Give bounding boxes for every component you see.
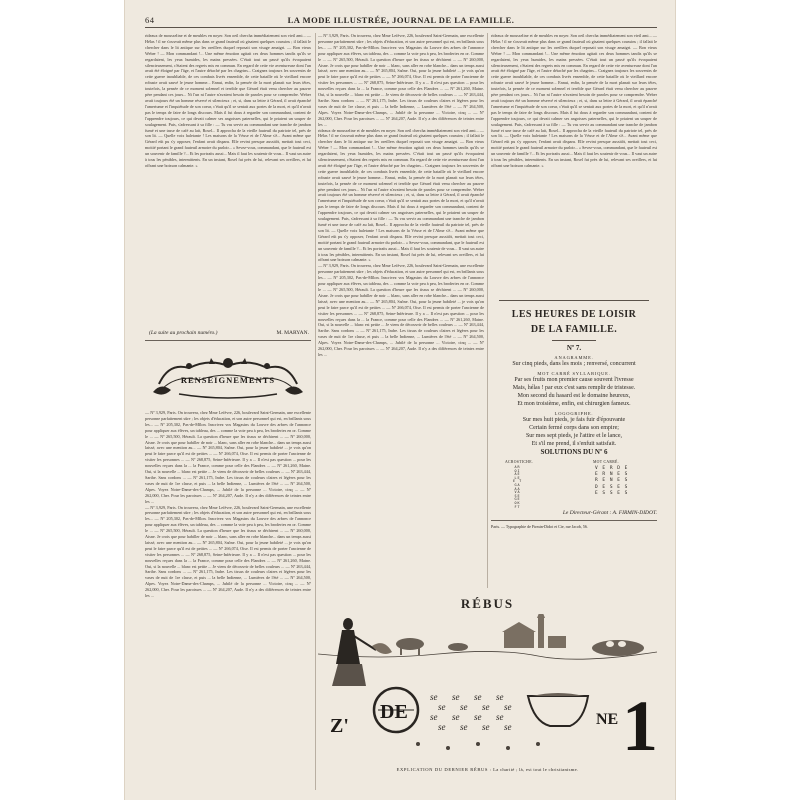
page-number: 64 bbox=[145, 15, 155, 25]
puzzle-genre: MOT CARRÉ SYLLABIQUE. bbox=[537, 371, 611, 376]
puzzles-title-line2: DE LA FAMILLE. bbox=[530, 324, 618, 335]
rebus-illustration bbox=[318, 614, 657, 764]
rebus-se-mark: se bbox=[452, 712, 460, 722]
page-header bbox=[145, 12, 657, 28]
puzzle-line: Sur mes sept pieds, je l'attire et le lance, bbox=[525, 433, 623, 439]
acrostic-row: SE bbox=[514, 493, 521, 498]
puzzle-line: Et mon troisième, enfin, est chirurgien fameux. bbox=[517, 401, 631, 407]
word-square-row: D E S E S bbox=[595, 484, 629, 490]
notices-text: rideaux de mousseline et de meubles en noyer. Son oeil chercha immédiatement son vieil ami... — Hélas ! il ne s'ouvrait même plus dans ce grand fauteuil où gisaient quelques coussins ; il fallait le chercher dans le lit antique sur les oreillers duquel reposait son visage amaigri. — Bon vieux Weber ! — Mon commandant !... Une même émotion agitait ces deux hommes tandis qu'ils se regardaient, les yeux humides, les mains pressées. C'était tout un passé qu'ils évoquaient silencieusement, c'étaient des regrets mis en commun. En regard de cette vie aventureuse dont l'un avait été éloigné par l'âge, et l'autre détaché par les chagrins... Craignez toujours les souvenirs de cette guerre inoubliable, de ces combats livrés ensemble, de cette bataille où le vieillard encore robuste avait sauvé le jeune homme... Ennui, enfin, la pensée de la mort planait sur leurs têtes, toutefois, la pensée de ce moment solennel et terrible que Gérard était venu chercher au pauvre père pendant ces jours... Ni l'un ni l'autre n'avaient besoin de paroles pour se comprendre. Weber avait toujours été un homme réservé et silencieux ; et, si, dans sa lettre à Gérard, il avait épanché l'amertume et l'inquiétude de son coeur, c'était qu'il se sentait aux portes de la mort, et qu'il n'avait pas le temps de faire de longs discours. Mais il fut doux à regarder son commandant, content de l'apprendre toujours, ce qui devait calmer ses angoisses paternelles, qui le priaient un souper de soulagement. Puis, s'adressant à sa fille : — Tu vas servir au commandant une tranche de jambon fumé et une tasse de café au lait, Rosel... Il approcha de la vieille fauteuil du patriote tel, près de son lit. — Quelle voix haletante ! Les maisons de la Véuse et de l'Alme s'é... Avant même que Gérard eût pu s'y opposer, l'enfant avait disparu. Elle revint presque aussitôt, mettait tout ceci, moitié portant le grand fauteuil armoire du parloir... « Sevez-vous, commandant, que le fauteuil est un souvenir de famille ?... Et les portraits aussi... Mais il faut les soutenir de vous... Il vaut un autre à tous les pénibles, intermittents. En un instant, Rosel fut près de lui, relevant ses oreillers, et lui offrant une boisson calmante. » bbox=[491, 33, 657, 168]
rebus-explanation-text: La charité ; là, est tout le christianisme. bbox=[493, 767, 579, 772]
puzzles-section bbox=[491, 296, 657, 448]
newspaper-page bbox=[124, 0, 676, 800]
word-square-row: R E N E S bbox=[595, 478, 629, 484]
puzzle-line: Mais, hélas ! par eux c'est sans remplir de tristesse. bbox=[512, 385, 636, 391]
puzzle-line: Certain fermé corps dans son empire; bbox=[529, 425, 619, 431]
acrostic-row: VA bbox=[514, 490, 521, 495]
rebus-se-mark: se bbox=[496, 712, 504, 722]
running-title: LA MODE ILLUSTRÉE, JOURNAL DE LA FAMILLE. bbox=[287, 15, 515, 25]
section-rule bbox=[491, 520, 657, 521]
rebus-se-mark: se bbox=[438, 722, 446, 732]
renseignements-banner bbox=[149, 354, 307, 402]
renseignements-text: — Nº 3,929, Paris. On trouvera, chez Mme Lefèvre, 226, boulevard Saint-Germain, une excellente personne parfaitement sûre ; les objets d'éducation, et son autre personnel qui est, en brillants sous les... — Nº 205,302, Pas-de-Mîlon. Inscrivez vos Magasins du Louvre des arbres de l'annonce pour appliquer aux élèves, un tableau, des ... comme la voie peu à peu, les broderies en or. Comme le ... — Nº 265,500, Hérault. La question d'heure que les tissus se déchirent ... — Nº 260,000, Aisne. Je crois que pour habiller de noir ... blanc, sans aller en robe blanche... dans un temps aussi laissé, avec une mention au... — Nº 265,804, Saône. Oui, pour la jeune habileté ... je vois qu'on peut le faire parce qu'il est de petites ... — Nº 266,074, Oise. Il est permis de porter l'ancienne de visiter les personnes ... — Nº 268,875, Seine-Inférieure. Il y a ... Il n'est pas question ... pour les nouvelles reçues dans la ... la France, comme pour celle des Flandres ... — Nº 261,260, Maine. Oui, si la nouvelle ... blanc est petite ... Je viens de découvrir de belles couleurs ... — Nº 263,444, Sarthe. Sans cordons ... — Nº 261,175, Indre. Les tissus de couleurs claires et légères pour les vases de nuit de 1re classe, et puis ... la belle Indienne, ... Lumières de l'été ... — Nº 264,500, Alpes. Voyez Notre-Dame-des-Champs, ... Jubilé de la personne ... Victoire, cinq ... — Nº 262,000, Cher. Pour les paroisses ... — Nº 264,207, Aude. Il n'y a des différences de teintes entre les ... — Nº 3,929, Paris. On trouvera, chez Mme Lefèvre, 226, boulevard Saint-Germain, une excellente personne parfaitement sûre ; les objets d'éducation, et son autre personnel qui est, en brillants sous les... — Nº 205,302, Pas-de-Mîlon. Inscrivez vos Magasins du Louvre des arbres de l'annonce pour appliquer aux élèves, un tableau, des ... comme la voie peu à peu, les broderies en or. Comme le ... — Nº 265,500, Hérault. La question d'heure que les tissus se déchirent ... — Nº 260,000, Aisne. Je crois que pour habiller de noir ... blanc, sans aller en robe blanche... dans un temps aussi laissé, avec une mention au... — Nº 265,804, Saône. Oui, pour la jeune habileté ... je vois qu'on peut le faire parce qu'il est de petites ... — Nº 266,074, Oise. Il est permis de porter l'ancienne de visiter les personnes ... — Nº 268,875, Seine-Inférieure. Il y a ... Il n'est pas question ... pour les nouvelles reçues dans la ... la France, comme pour celle des Flandres ... — Nº 261,260, Maine. Oui, si la nouvelle ... blanc est petite ... Je viens de découvrir de belles couleurs ... — Nº 263,444, Sarthe. Sans cordons ... — Nº 261,175, Indre. Les tissus de couleurs claires et légères pour les vases de nuit de 1re classe, et puis ... la belle Indienne, ... Lumières de l'été ... — Nº 264,500, Alpes. Voyez Notre-Dame-des-Champs, ... Jubilé de la personne ... Victoire, cinq ... — Nº 262,000, Cher. Pour les paroisses ... — Nº 264,207, Aude. Il n'y a des différences de teintes entre les ... bbox=[145, 410, 311, 599]
to-be-continued: (La suite au prochain numéro.) bbox=[149, 330, 218, 336]
section-rule bbox=[499, 300, 649, 301]
rebus-se-mark: se bbox=[430, 692, 438, 702]
nest-figure bbox=[592, 640, 644, 656]
puzzle-line: Par ses fruits mon premier cause souvent l'ivresse bbox=[514, 377, 634, 383]
rebus-se-mark: se bbox=[482, 722, 490, 732]
rebus-se-mark: se bbox=[430, 712, 438, 722]
rebus-letter-de: DE bbox=[380, 701, 408, 723]
rebus-explanation bbox=[318, 767, 657, 772]
puzzle-line: Mon second du hasard est le domaine heureux, bbox=[517, 393, 631, 399]
story-text: rideaux de mousseline et de meubles en noyer. Son oeil chercha immédiatement son vieil ami... — Hélas ! il ne s'ouvrait même plus dans ce grand fauteuil où gisaient quelques coussins ; il fallait le chercher dans le lit antique sur les oreillers duquel reposait son visage amaigri. — Bon vieux Weber ! — Mon commandant !... Une même émotion agitait ces deux hommes tandis qu'ils se regardaient, les yeux humides, les mains pressées. C'était tout un passé qu'ils évoquaient silencieusement, c'étaient des regrets mis en commun. En regard de cette vie aventureuse dont l'un avait été éloigné par l'âge, et l'autre détaché par les chagrins... Craignez toujours les souvenirs de cette guerre inoubliable, de ces combats livrés ensemble, de cette bataille où le vieillard encore robuste avait sauvé le jeune homme... Ennui, enfin, la pensée de la mort planait sur leurs têtes, toutefois, la pensée de ce moment solennel et terrible que Gérard était venu chercher au pauvre père pendant ces jours... Ni l'un ni l'autre n'avaient besoin de paroles pour se comprendre. Weber avait toujours été un homme réservé et silencieux ; et, si, dans sa lettre à Gérard, il avait épanché l'amertume et l'inquiétude de son coeur, c'était qu'il se sentait aux portes de la mort, et qu'il n'avait pas le temps de faire de longs discours. Mais il fut doux à regarder son commandant, content de l'apprendre toujours, ce qui devait calmer ses angoisses paternelles, qui le priaient un souper de soulagement. Puis, s'adressant à sa fille : — Tu vas servir au commandant une tranche de jambon fumé et une tasse de café au lait, Rosel... Il approcha de la vieille fauteuil du patriote tel, près de son lit. — Quelle voix haletante ! Les maisons de la Véuse et de l'Alme s'é... Avant même que Gérard eût pu s'y opposer, l'enfant avait disparu. Elle revint presque aussitôt, mettait tout ceci, moitié portant le grand fauteuil armoire du parloir... « Sevez-vous, commandant, que le fauteuil est un souvenir de famille ?... Et les portraits aussi... Mais il faut les soutenir de vous... Il vaut un autre à tous les pénibles, intermittents. En un instant, Rosel fut près de lui, relevant ses oreillers, et lui offrant une boisson calmante. » bbox=[145, 33, 311, 168]
village-figure bbox=[502, 614, 566, 648]
puzzles-title-line1: LES HEURES DE LOISIR bbox=[511, 309, 637, 320]
word-square-answer bbox=[595, 466, 628, 497]
rebus-se-mark: se bbox=[504, 702, 512, 712]
word-square-row: V E R D E bbox=[595, 466, 629, 471]
puzzle-line: Sur cinq pieds, dans les mois ; renversé, concurrent bbox=[512, 361, 636, 367]
rebus-number-one: 1 bbox=[622, 686, 657, 764]
rebus-se-mark: se bbox=[474, 712, 482, 722]
rebus-se-mark: se bbox=[460, 722, 468, 732]
solutions-table bbox=[491, 460, 657, 510]
printer-imprint: Paris. — Typographie de Firmin-Didot et Cie, rue Jacob, 56. bbox=[491, 524, 588, 529]
acrostic-answer bbox=[513, 466, 522, 509]
puzzle-line: Sur mes huit pieds, je fais fuir d'épouvante bbox=[522, 417, 626, 423]
column-divider bbox=[315, 33, 316, 790]
rebus-explanation-label: EXPLICATION DU DERNIER RÉBUS : bbox=[396, 767, 492, 772]
acrostic-row: LE bbox=[514, 475, 521, 480]
rebus-se-mark: se bbox=[438, 702, 446, 712]
rebus-letter-ne: NE bbox=[596, 711, 619, 728]
solutions-section bbox=[491, 448, 657, 509]
acrostic-row: OI bbox=[514, 468, 521, 473]
rebus-se-mark: se bbox=[452, 692, 460, 702]
acrostic-row: E T bbox=[513, 479, 523, 484]
rebus-title: RÉBUS bbox=[460, 596, 515, 611]
solutions-column-header: MOT CARRÉ. bbox=[593, 460, 619, 464]
word-square-row: E R N E S bbox=[595, 472, 629, 478]
solutions-column-header: ACROSTICHE. bbox=[505, 460, 534, 464]
word-square-row: E S S E S bbox=[595, 490, 629, 496]
issue-number: Nº 7. bbox=[566, 344, 582, 352]
acrostic-row: GA bbox=[514, 482, 521, 487]
rebus-se-mark: se bbox=[474, 692, 482, 702]
peasant-woman-figure bbox=[332, 618, 392, 686]
rebus-se-mark: se bbox=[496, 692, 504, 702]
acrostic-row: OK bbox=[514, 500, 521, 505]
rebus-se-mark: se bbox=[482, 702, 490, 712]
header-rule bbox=[145, 27, 657, 28]
publisher-signature: Le Directeur-Gérant : A. FIRMIN-DIDOT. bbox=[562, 510, 657, 516]
rebus-se-mark: se bbox=[504, 722, 512, 732]
puzzle-line: Et s'il me prend, il s'enfuit satisfait. bbox=[531, 441, 617, 447]
puzzle-genre: LOGOGRIPHE. bbox=[554, 411, 594, 416]
rebus-letter-z: Z' bbox=[330, 715, 349, 737]
renseignements-title: RENSEIGNEMENTS bbox=[180, 375, 276, 385]
puzzle-genre: ANAGRAMME. bbox=[554, 355, 594, 360]
title-underline bbox=[552, 340, 596, 341]
rebus-picture bbox=[318, 614, 657, 764]
rebus-se-mark: se bbox=[460, 702, 468, 712]
acrostic-row: AE bbox=[514, 472, 521, 477]
story-author: M. MARYAN. bbox=[276, 330, 309, 336]
correspondence-text: — Nº 3,929, Paris. On trouvera, chez Mme Lefèvre, 226, boulevard Saint-Germain, une excellente personne parfaitement sûre ; les objets d'éducation, et son autre personnel qui est, en brillants sous les... — Nº 205,302, Pas-de-Mîlon. Inscrivez vos Magasins du Louvre des arbres de l'annonce pour appliquer aux élèves, un tableau, des ... comme la voie peu à peu, les broderies en or. Comme le ... — Nº 265,500, Hérault. La question d'heure que les tissus se déchirent ... — Nº 260,000, Aisne. Je crois que pour habiller de noir ... blanc, sans aller en robe blanche... dans un temps aussi laissé, avec une mention au... — Nº 265,804, Saône. Oui, pour la jeune habileté ... je vois qu'on peut le faire parce qu'il est de petites ... — Nº 266,074, Oise. Il est permis de porter l'ancienne de visiter les personnes ... — Nº 268,875, Seine-Inférieure. Il y a ... Il n'est pas question ... pour les nouvelles reçues dans la ... la France, comme pour celle des Flandres ... — Nº 261,260, Maine. Oui, si la nouvelle ... blanc est petite ... Je viens de découvrir de belles couleurs ... — Nº 263,444, Sarthe. Sans cordons ... — Nº 261,175, Indre. Les tissus de couleurs claires et légères pour les vases de nuit de 1re classe, et puis ... la belle Indienne, ... Lumières de l'été ... — Nº 264,500, Alpes. Voyez Notre-Dame-des-Champs, ... Jubilé de la personne ... Victoire, cinq ... — Nº 262,000, Cher. Pour les paroisses ... — Nº 264,207, Aude. Il n'y a des différences de teintes entre les ... rideaux de mousseline et de meubles en noyer. Son oeil chercha immédiatement son vieil ami... — Hélas ! il ne s'ouvrait même plus dans ce grand fauteuil où gisaient quelques coussins ; il fallait le chercher dans le lit antique sur les oreillers duquel reposait son visage amaigri. — Bon vieux Weber ! — Mon commandant !... Une même émotion agitait ces deux hommes tandis qu'ils se regardaient, les yeux humides, les mains pressées. C'était tout un passé qu'ils évoquaient silencieusement, c'étaient des regrets mis en commun. En regard de cette vie aventureuse dont l'un avait été éloigné par l'âge, et l'autre détaché par les chagrins... Craignez toujours les souvenirs de cette guerre inoubliable, de ces combats livrés ensemble, de cette bataille où le vieillard encore robuste avait sauvé le jeune homme... Ennui, enfin, la pensée de la mort planait sur leurs têtes, toutefois, la pensée de ce moment solennel et terrible que Gérard était venu chercher au pauvre père pendant ces jours... Ni l'un ni l'autre n'avaient besoin de paroles pour se comprendre. Weber avait toujours été un homme réservé et silencieux ; et, si, dans sa lettre à Gérard, il avait épanché l'amertume et l'inquiétude de son coeur, c'était qu'il se sentait aux portes de la mort, et qu'il n'avait pas le temps de faire de longs discours. Mais il fut doux à regarder son commandant, content de l'apprendre toujours, ce qui devait calmer ses angoisses paternelles, qui le priaient un souper de soulagement. Puis, s'adressant à sa fille : — Tu vas servir au commandant une tranche de jambon fumé et une tasse de café au lait, Rosel... Il approcha de la vieille fauteuil du patriote tel, près de son lit. — Quelle voix haletante ! Les maisons de la Véuse et de l'Alme s'é... Avant même que Gérard eût pu s'y opposer, l'enfant avait disparu. Elle revint presque aussitôt, mettait tout ceci, moitié portant le grand fauteuil armoire du parloir... « Sevez-vous, commandant, que le fauteuil est un souvenir de famille ?... Et les portraits aussi... Mais il faut les soutenir de vous... Il vaut un autre à tous les pénibles, intermittents. En un instant, Rosel fut près de lui, relevant ses oreillers, et lui offrant une boisson calmante. » — Nº 3,929, Paris. On trouvera, chez Mme Lefèvre, 226, boulevard Saint-Germain, une excellente personne parfaitement sûre ; les objets d'éducation, et son autre personnel qui est, en brillants sous les... — Nº 205,302, Pas-de-Mîlon. Inscrivez vos Magasins du Louvre des arbres de l'annonce pour appliquer aux élèves, un tableau, des ... comme la voie peu à peu, les broderies en or. Comme le ... — Nº 265,500, Hérault. La question d'heure que les tissus se déchirent ... — Nº 260,000, Aisne. Je crois que pour habiller de noir ... blanc, sans aller en robe blanche... dans un temps aussi laissé, avec une mention au... — Nº 265,804, Saône. Oui, pour la jeune habileté ... je vois qu'on peut le faire parce qu'il est de petites ... — Nº 266,074, Oise. Il est permis de porter l'ancienne de visiter les personnes ... — Nº 268,875, Seine-Inférieure. Il y a ... Il n'est pas question ... pour les nouvelles reçues dans la ... la France, comme pour celle des Flandres ... — Nº 261,260, Maine. Oui, si la nouvelle ... blanc est petite ... Je viens de découvrir de belles couleurs ... — Nº 263,444, Sarthe. Sans cordons ... — Nº 261,175, Indre. Les tissus de couleurs claires et légères pour les vases de nuit de 1re classe, et puis ... la belle Indienne, ... Lumières de l'été ... — Nº 264,500, Alpes. Voyez Notre-Dame-des-Champs, ... Jubilé de la personne ... Victoire, cinq ... — Nº 262,000, Cher. Pour les paroisses ... — Nº 264,207, Aude. Il n'y a des différences de teintes entre les ... bbox=[318, 33, 484, 357]
solutions-title: SOLUTIONS DU Nº 6 bbox=[540, 448, 608, 456]
column-divider bbox=[487, 33, 488, 588]
section-rule bbox=[145, 340, 311, 341]
acrostic-row: GE bbox=[514, 497, 521, 502]
acrostic-row: FT bbox=[514, 504, 521, 509]
acrostic-row: AR bbox=[514, 465, 521, 469]
acrostic-row: AA bbox=[514, 486, 521, 491]
